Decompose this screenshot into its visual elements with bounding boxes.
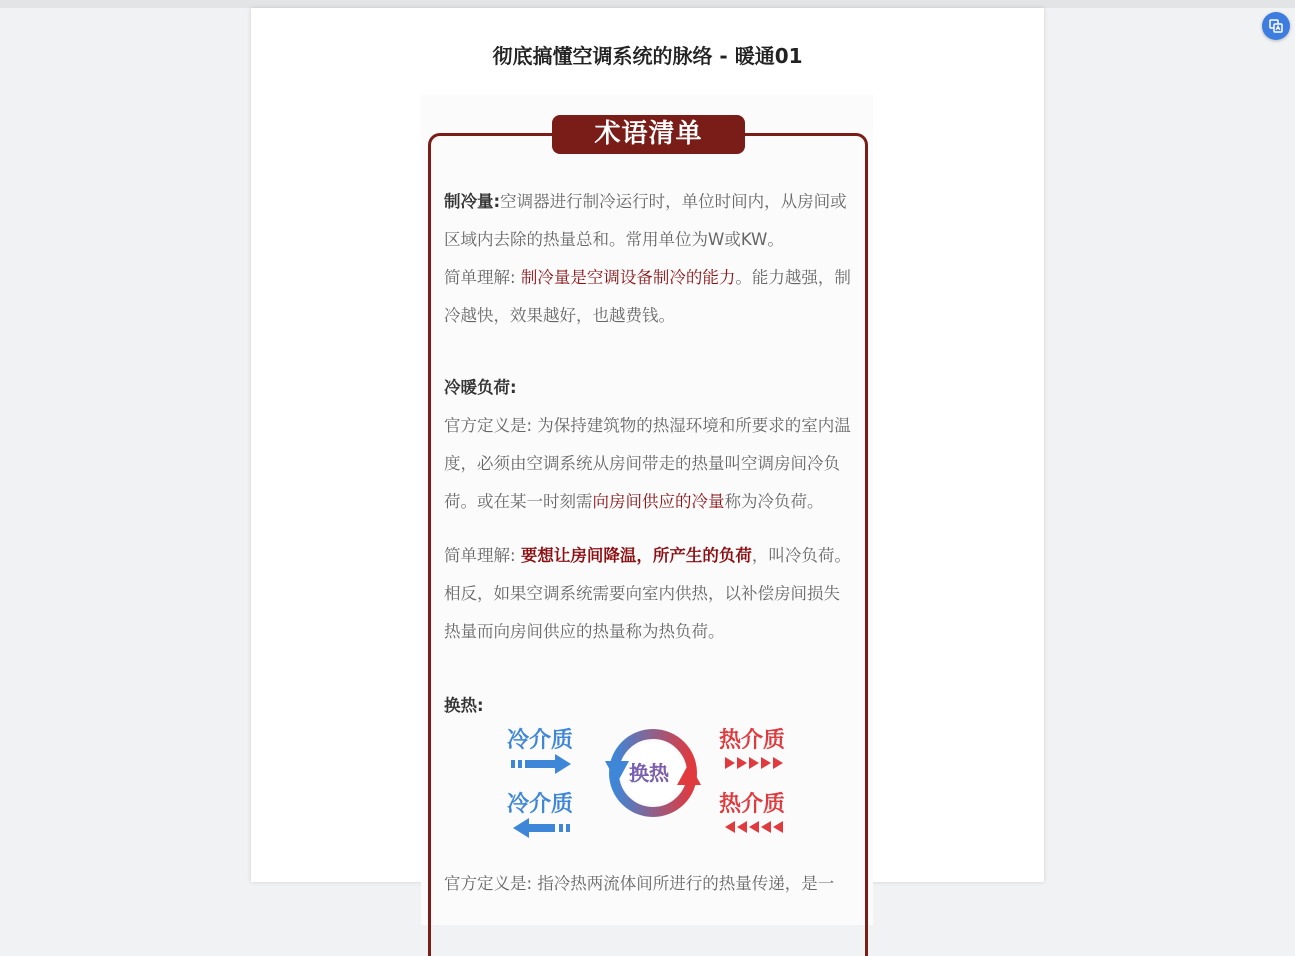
cold-medium-label: 冷介质 (507, 792, 574, 817)
glossary-banner: 术语清单 (552, 115, 745, 154)
highlight-text: 制冷量是空调设备制冷的能力 (520, 268, 736, 287)
arrow-left-icon (509, 817, 579, 839)
glossary-card (421, 95, 873, 925)
glossary-content (444, 183, 856, 725)
exchange-center-label: 换热 (629, 757, 669, 786)
arrow-right-icon (509, 753, 579, 775)
hot-medium-label: 热介质 (719, 728, 786, 753)
term-label: 制冷量: (444, 192, 501, 211)
heat-exchange-definition: 官方定义是: 指冷热两流体间所进行的热量传递，是一 (444, 874, 835, 893)
viewer-top-bar (0, 0, 1295, 8)
chevrons-left-icon (723, 819, 793, 835)
cooling-capacity-definition: 制冷量:空调器进行制冷运行时，单位时间内，从房间或区域内去除的热量总和。常用单位为W或KW。 (444, 192, 847, 249)
load-simple: 简单理解: 要想让房间降温，所产生的负荷，叫冷负荷。相反，如果空调系统需要向室内供热，以补偿房间损失热量而向房间供应的热量称为热负荷。 (444, 546, 851, 641)
document-page (251, 8, 1044, 893)
hot-medium-label: 热介质 (719, 792, 786, 817)
chevrons-right-icon (723, 755, 793, 771)
highlight-text: 要想让房间降温，所产生的负荷 (520, 546, 752, 565)
heat-exchange-diagram (501, 723, 801, 843)
document-title: 彻底搞懂空调系统的脉络 - 暖通01 (492, 44, 803, 68)
translate-icon (1268, 18, 1284, 34)
load-official-definition: 官方定义是: 为保持建筑物的热湿环境和所要求的室内温度，必须由空调系统从房间带走的热量叫空调房间冷负荷。或在某一时刻需向房间供应的冷量称为冷负荷。 (444, 416, 851, 511)
term-label: 冷暖负荷: (444, 378, 517, 397)
cooling-capacity-simple: 简单理解: 制冷量是空调设备制冷的能力。能力越强，制冷越快，效果越好，也越费钱。 (444, 268, 851, 325)
translate-float-button[interactable] (1262, 12, 1290, 40)
cold-medium-label: 冷介质 (507, 728, 574, 753)
highlight-text: 向房间供应的冷量 (592, 492, 725, 511)
term-label: 换热: (444, 696, 484, 715)
